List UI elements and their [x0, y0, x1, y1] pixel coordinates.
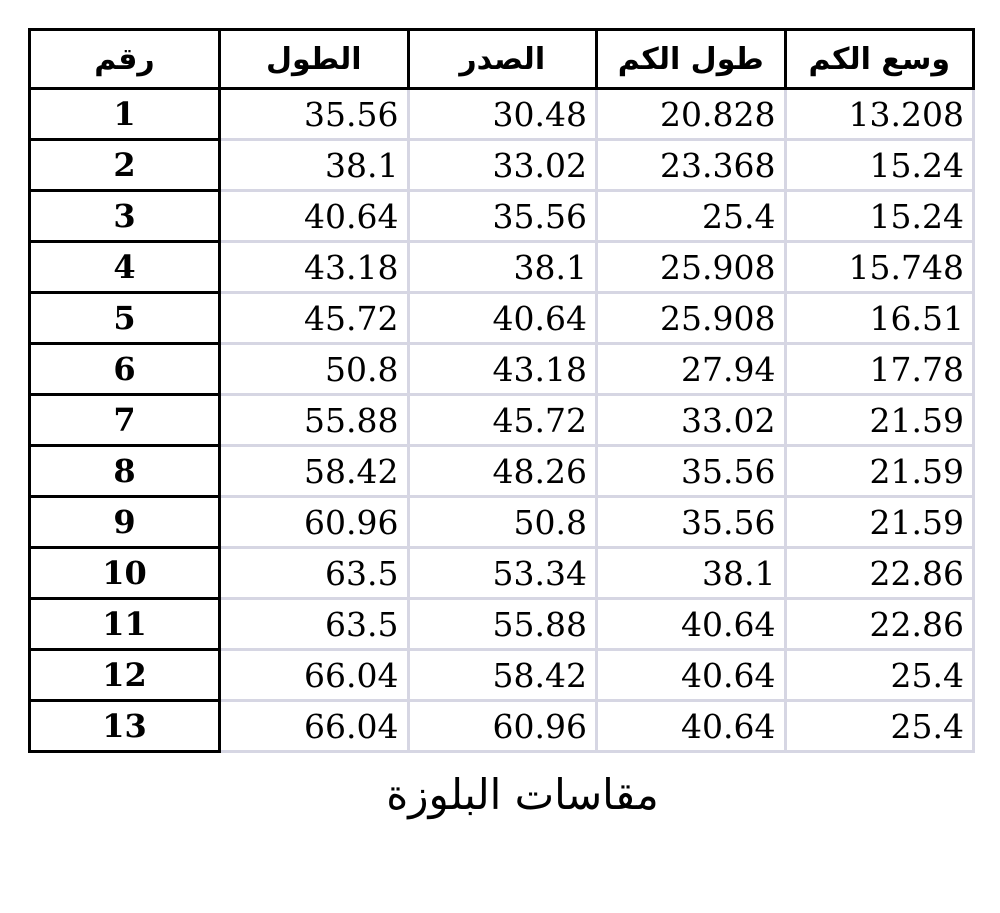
cell-sleeve-length: 38.1: [597, 548, 786, 599]
header-sleeve-length: طول الكم: [597, 30, 786, 89]
cell-sleeve-width: 17.78: [785, 344, 974, 395]
cell-length: 40.64: [220, 191, 409, 242]
table-row: [30, 548, 974, 599]
cell-sleeve-width: 22.86: [785, 599, 974, 650]
cell-length: 63.5: [220, 548, 409, 599]
cell-sleeve-length: 25.908: [597, 293, 786, 344]
table-row: [30, 701, 974, 752]
cell-length: 58.42: [220, 446, 409, 497]
cell-chest: 53.34: [408, 548, 597, 599]
table-row: [30, 140, 974, 191]
header-sleeve-width: وسع الكم: [785, 30, 974, 89]
cell-number: 11: [30, 599, 220, 650]
cell-number: 13: [30, 701, 220, 752]
cell-number: 6: [30, 344, 220, 395]
header-chest: الصدر: [408, 30, 597, 89]
cell-sleeve-width: 15.24: [785, 191, 974, 242]
cell-sleeve-length: 20.828: [597, 89, 786, 140]
cell-sleeve-width: 22.86: [785, 548, 974, 599]
header-length: الطول: [220, 30, 409, 89]
cell-length: 50.8: [220, 344, 409, 395]
table-row: [30, 650, 974, 701]
cell-length: 60.96: [220, 497, 409, 548]
cell-sleeve-length: 33.02: [597, 395, 786, 446]
cell-sleeve-length: 35.56: [597, 446, 786, 497]
cell-sleeve-width: 16.51: [785, 293, 974, 344]
cell-number: 10: [30, 548, 220, 599]
cell-chest: 35.56: [408, 191, 597, 242]
cell-length: 45.72: [220, 293, 409, 344]
cell-length: 66.04: [220, 701, 409, 752]
table-row: [30, 497, 974, 548]
cell-length: 55.88: [220, 395, 409, 446]
cell-chest: 43.18: [408, 344, 597, 395]
cell-chest: 45.72: [408, 395, 597, 446]
cell-chest: 38.1: [408, 242, 597, 293]
cell-chest: 48.26: [408, 446, 597, 497]
cell-sleeve-length: 25.4: [597, 191, 786, 242]
cell-number: 1: [30, 89, 220, 140]
cell-sleeve-width: 21.59: [785, 497, 974, 548]
cell-sleeve-width: 15.24: [785, 140, 974, 191]
cell-chest: 30.48: [408, 89, 597, 140]
table-row: [30, 599, 974, 650]
cell-number: 8: [30, 446, 220, 497]
cell-sleeve-length: 23.368: [597, 140, 786, 191]
table-row: [30, 395, 974, 446]
cell-chest: 33.02: [408, 140, 597, 191]
table-row: [30, 446, 974, 497]
cell-sleeve-width: 13.208: [785, 89, 974, 140]
size-table: [28, 28, 975, 753]
table-row: [30, 191, 974, 242]
cell-chest: 58.42: [408, 650, 597, 701]
cell-chest: 60.96: [408, 701, 597, 752]
cell-sleeve-length: 25.908: [597, 242, 786, 293]
cell-sleeve-length: 27.94: [597, 344, 786, 395]
cell-sleeve-length: 40.64: [597, 650, 786, 701]
cell-number: 12: [30, 650, 220, 701]
cell-number: 2: [30, 140, 220, 191]
cell-sleeve-length: 40.64: [597, 599, 786, 650]
table-body: [30, 89, 974, 752]
cell-sleeve-width: 21.59: [785, 395, 974, 446]
table-row: [30, 293, 974, 344]
cell-sleeve-width: 25.4: [785, 701, 974, 752]
cell-length: 66.04: [220, 650, 409, 701]
cell-chest: 40.64: [408, 293, 597, 344]
cell-length: 38.1: [220, 140, 409, 191]
cell-sleeve-width: 21.59: [785, 446, 974, 497]
header-number: رقم: [30, 30, 220, 89]
cell-length: 63.5: [220, 599, 409, 650]
cell-number: 7: [30, 395, 220, 446]
table-header: [30, 30, 974, 89]
table-row: [30, 344, 974, 395]
cell-number: 4: [30, 242, 220, 293]
cell-number: 5: [30, 293, 220, 344]
table-row: [30, 89, 974, 140]
cell-chest: 50.8: [408, 497, 597, 548]
cell-length: 43.18: [220, 242, 409, 293]
header-row: [30, 30, 974, 89]
cell-sleeve-width: 15.748: [785, 242, 974, 293]
cell-sleeve-length: 35.56: [597, 497, 786, 548]
cell-sleeve-length: 40.64: [597, 701, 786, 752]
cell-number: 3: [30, 191, 220, 242]
cell-length: 35.56: [220, 89, 409, 140]
table-row: [30, 242, 974, 293]
cell-chest: 55.88: [408, 599, 597, 650]
page-caption: مقاسات البلوزة: [386, 770, 659, 819]
cell-sleeve-width: 25.4: [785, 650, 974, 701]
cell-number: 9: [30, 497, 220, 548]
